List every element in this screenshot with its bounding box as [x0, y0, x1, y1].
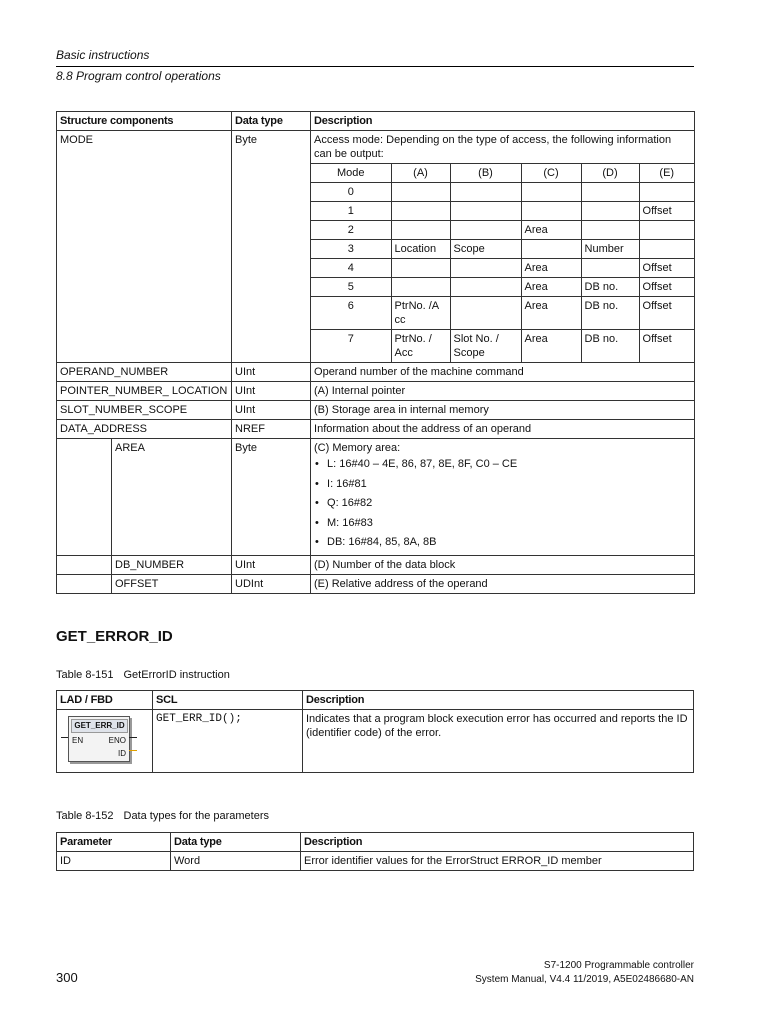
mode-subtable-row [311, 278, 694, 297]
mode-desc-text: Access mode: Depending on the type of access, the following information can be output: [314, 134, 672, 160]
component-description: (D) Number of the data block [311, 555, 695, 574]
mode-subtable-cell: 2 [311, 221, 391, 240]
mode-subtable-cell: Offset [639, 278, 694, 297]
mode-subtable-cell [521, 202, 581, 221]
mode-subtable-cell [581, 183, 639, 202]
mode-subtable-cell [391, 221, 450, 240]
component-name: AREA [112, 439, 232, 556]
list-item: • I: 16#81 [314, 475, 691, 495]
table-row [57, 555, 695, 574]
mode-subtable-cell: 7 [311, 330, 391, 363]
scl-code: GET_ERR_ID(); [153, 710, 303, 773]
col-header-scl: SCL [153, 691, 303, 710]
component-type: UInt [232, 555, 311, 574]
col-header-description: Description [301, 833, 694, 852]
component-description: Information about the address of an operand [311, 420, 695, 439]
fbd-block-diagram [60, 712, 146, 770]
col-header-description: Description [311, 112, 695, 131]
component-description: Operand number of the machine command [311, 363, 695, 382]
fbd-title: GET_ERR_ID [71, 719, 128, 733]
mode-subtable-col-header: (A) [391, 164, 450, 183]
mode-subtable-cell: Offset [639, 202, 694, 221]
table-header-row [57, 691, 694, 710]
chapter-title: Basic instructions [56, 48, 150, 62]
header-rule [56, 66, 694, 67]
component-type: Byte [232, 131, 311, 363]
mode-subtable-cell [521, 240, 581, 259]
mode-subtable-cell [391, 202, 450, 221]
param-type: Word [171, 852, 301, 871]
caption-text: Data types for the parameters [123, 810, 270, 822]
mode-subtable-cell [639, 240, 694, 259]
caption-text: GetErrorID instruction [123, 669, 230, 681]
component-type: UInt [232, 363, 311, 382]
mode-subtable-cell [450, 297, 521, 330]
mode-subtable-cell [391, 278, 450, 297]
component-description [311, 131, 695, 363]
footer-product: S7-1200 Programmable controller [543, 960, 694, 971]
component-name: SLOT_NUMBER_SCOPE [57, 401, 232, 420]
mode-subtable-cell [639, 221, 694, 240]
list-item: • M: 16#83 [314, 514, 691, 534]
component-type: UInt [232, 401, 311, 420]
mode-subtable-cell: 5 [311, 278, 391, 297]
parameter-datatype-table [56, 832, 694, 871]
mode-subtable-col-header: (B) [450, 164, 521, 183]
mode-subtable-row [311, 259, 694, 278]
mode-subtable-cell [391, 183, 450, 202]
indent-cell [57, 555, 112, 574]
component-description: (A) Internal pointer [311, 382, 695, 401]
col-header-description: Description [303, 691, 694, 710]
eno-wire [129, 737, 137, 738]
mode-subtable-cell [581, 221, 639, 240]
caption-number: Table 8-152 [56, 810, 114, 822]
mode-subtable-cell: 0 [311, 183, 391, 202]
mode-subtable-cell: DB no. [581, 278, 639, 297]
mode-subtable-cell: DB no. [581, 330, 639, 363]
col-header-datatype: Data type [171, 833, 301, 852]
param-name: ID [57, 852, 171, 871]
mode-subtable-cell: PtrNo. /A cc [391, 297, 450, 330]
mode-subtable-cell [391, 259, 450, 278]
component-description: (B) Storage area in internal memory [311, 401, 695, 420]
table-row [57, 574, 695, 593]
table-row [57, 852, 694, 871]
list-item: • DB: 16#84, 85, 8A, 8B [314, 533, 691, 553]
component-description: (E) Relative address of the operand [311, 574, 695, 593]
mode-subtable-cell: PtrNo. / Acc [391, 330, 450, 363]
id-wire [129, 750, 137, 751]
instruction-description: Indicates that a program block execution error has occurred and reports the ID (identifier code) of the error. [303, 710, 694, 773]
table-row [57, 420, 695, 439]
mode-subtable-cell [450, 221, 521, 240]
mode-subtable-header [311, 164, 694, 183]
mode-subtable-cell: DB no. [581, 297, 639, 330]
table-header-row [57, 833, 694, 852]
mode-subtable-cell: Location [391, 240, 450, 259]
table-header-row [57, 112, 695, 131]
mode-subtable-row [311, 221, 694, 240]
mode-subtable-cell: Slot No. / Scope [450, 330, 521, 363]
component-type: NREF [232, 420, 311, 439]
mode-subtable-cell: Area [521, 330, 581, 363]
col-header-datatype: Data type [232, 112, 311, 131]
fbd-cell [57, 710, 153, 773]
mode-subtable-cell: Offset [639, 330, 694, 363]
indent-cell [57, 439, 112, 556]
geterrorid-instruction-table [56, 690, 694, 773]
fbd-en-pin: EN [72, 736, 84, 745]
table-row [57, 363, 695, 382]
fbd-box [68, 716, 130, 762]
param-description: Error identifier values for the ErrorStruct ERROR_ID member [301, 852, 694, 871]
component-type: UInt [232, 382, 311, 401]
table-row-mode [57, 131, 695, 363]
fbd-eno-pin: ENO [108, 736, 126, 745]
mode-subtable-cell: Number [581, 240, 639, 259]
section-heading: GET_ERROR_ID [56, 628, 173, 645]
mode-subtable-cell [581, 259, 639, 278]
mode-subtable [311, 163, 694, 362]
table-row [57, 382, 695, 401]
component-name: DATA_ADDRESS [57, 420, 232, 439]
mode-subtable-cell [450, 259, 521, 278]
mode-subtable-cell [581, 202, 639, 221]
table-row [57, 710, 694, 773]
mode-subtable-col-header: Mode [311, 164, 391, 183]
footer-manual: System Manual, V4.4 11/2019, A5E02486680-AN [475, 974, 694, 985]
mode-subtable-col-header: (D) [581, 164, 639, 183]
mode-subtable-cell [450, 183, 521, 202]
mode-subtable-cell: Area [521, 278, 581, 297]
mode-subtable-cell: 6 [311, 297, 391, 330]
mode-subtable-cell: Scope [450, 240, 521, 259]
mode-subtable-cell: 4 [311, 259, 391, 278]
mode-subtable-cell [639, 183, 694, 202]
mode-subtable-row [311, 202, 694, 221]
mode-subtable-cell: 1 [311, 202, 391, 221]
component-name: MODE [57, 131, 232, 363]
mode-subtable-row [311, 240, 694, 259]
fbd-id-pin: ID [118, 749, 126, 758]
structure-table [56, 111, 695, 594]
mode-subtable-cell [450, 278, 521, 297]
col-header-components: Structure components [57, 112, 232, 131]
indent-cell [57, 574, 112, 593]
table-caption-151 [56, 669, 240, 681]
caption-number: Table 8-151 [56, 669, 114, 681]
component-name: DB_NUMBER [112, 555, 232, 574]
mode-subtable-col-header: (E) [639, 164, 694, 183]
mode-subtable-cell [450, 202, 521, 221]
section-title: 8.8 Program control operations [56, 69, 221, 83]
col-header-parameter: Parameter [57, 833, 171, 852]
component-name: OPERAND_NUMBER [57, 363, 232, 382]
mode-subtable-cell: Offset [639, 297, 694, 330]
mode-subtable-cell: Area [521, 259, 581, 278]
component-description [311, 439, 695, 556]
mode-subtable-row [311, 297, 694, 330]
mode-subtable-cell: 3 [311, 240, 391, 259]
mode-subtable-row [311, 330, 694, 363]
mode-subtable-cell: Area [521, 297, 581, 330]
mode-subtable-cell: Offset [639, 259, 694, 278]
component-type: UDInt [232, 574, 311, 593]
area-bullet-list [314, 455, 691, 553]
list-item: • Q: 16#82 [314, 494, 691, 514]
component-type: Byte [232, 439, 311, 556]
list-item: • L: 16#40 – 4E, 86, 87, 8E, 8F, C0 – CE [314, 455, 691, 475]
component-name: POINTER_NUMBER_ LOCATION [57, 382, 232, 401]
area-desc-text: (C) Memory area: [314, 442, 401, 454]
table-row [57, 401, 695, 420]
col-header-ladfbd: LAD / FBD [57, 691, 153, 710]
table-row-area [57, 439, 695, 556]
en-wire [61, 737, 68, 738]
table-caption-152 [56, 810, 279, 822]
component-name: OFFSET [112, 574, 232, 593]
page-number: 300 [56, 970, 78, 985]
mode-subtable-cell: Area [521, 221, 581, 240]
mode-subtable-cell [521, 183, 581, 202]
mode-subtable-col-header: (C) [521, 164, 581, 183]
mode-subtable-row [311, 183, 694, 202]
